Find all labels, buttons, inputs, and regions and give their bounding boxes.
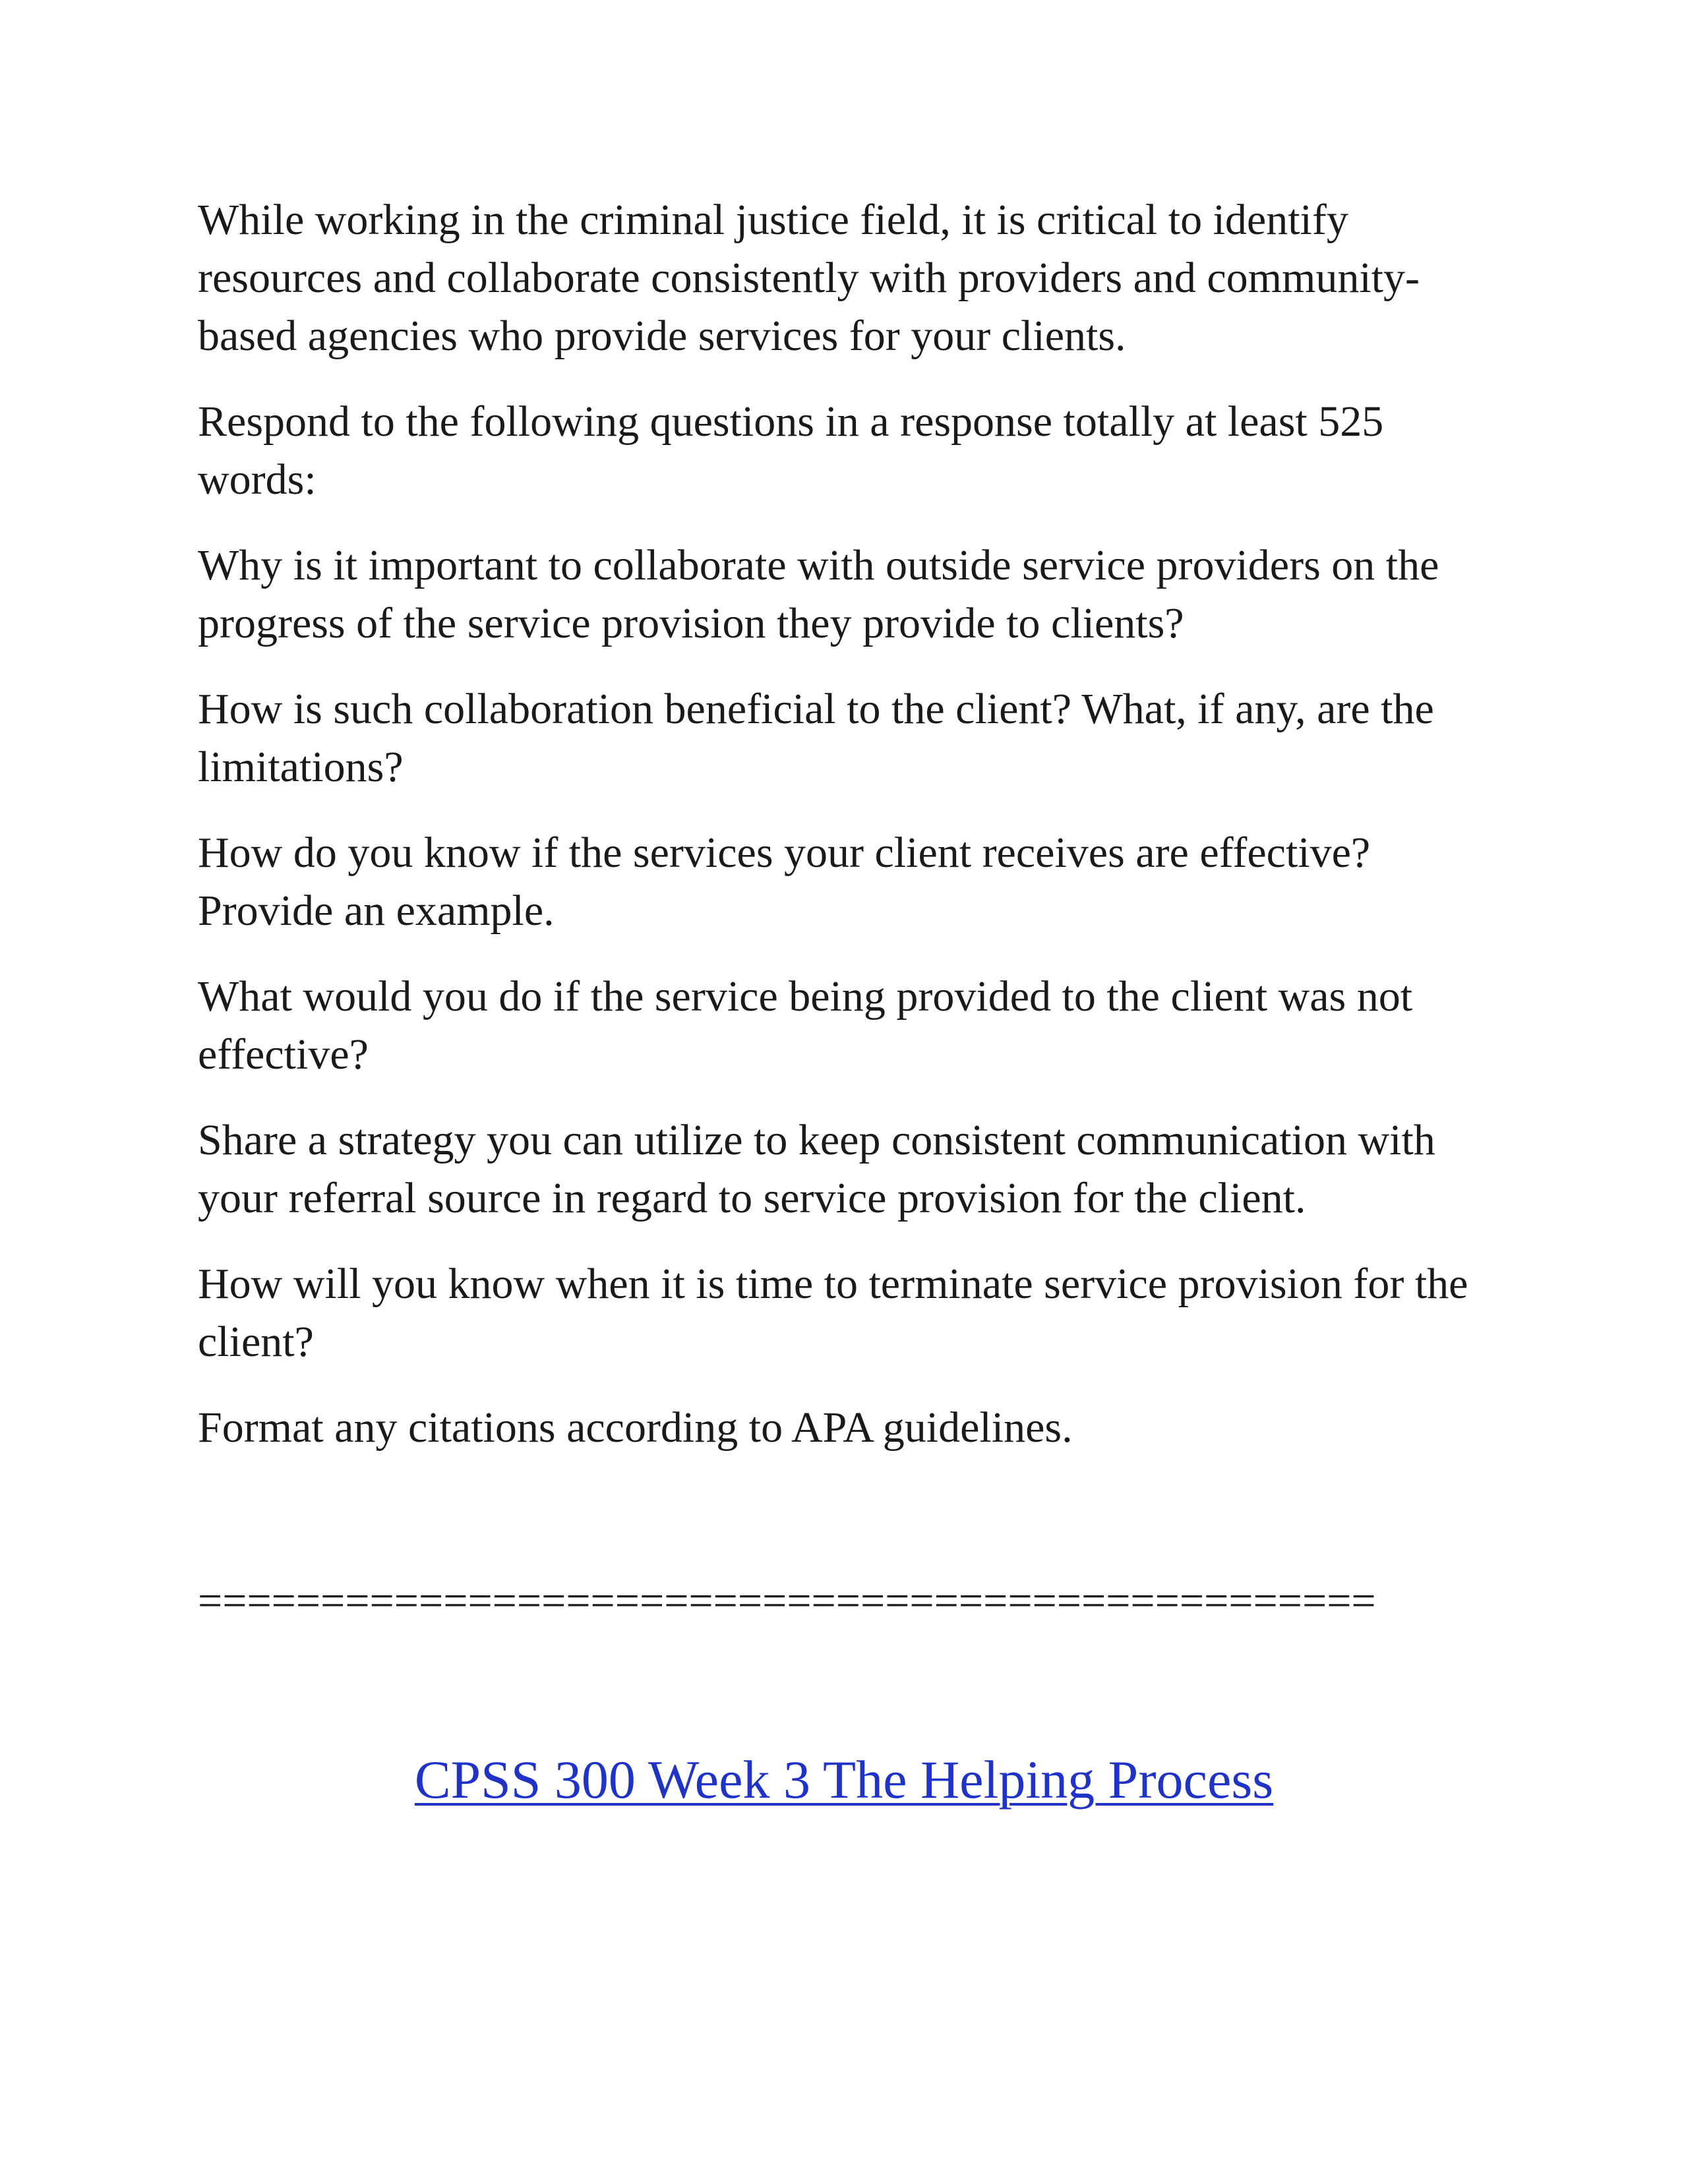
- question-ineffective-service: What would you do if the service being provided to the client was not effective?: [198, 972, 1413, 1078]
- question-collaboration-importance: Why is it important to collaborate with outside service providers on the progress of the service provision they provide to clients?: [198, 541, 1439, 647]
- course-link[interactable]: CPSS 300 Week 3 The Helping Process: [414, 1750, 1274, 1810]
- document-body: [198, 191, 1490, 1485]
- paragraph-intro: While working in the criminal justice field, it is critical to identify resources and collaborate consistently with providers and community- based agencies who provide services for your clients.: [198, 196, 1420, 360]
- paragraph-instructions: Respond to the following questions in a response totally at least 525 words:: [198, 398, 1384, 504]
- question-termination: How will you know when it is time to terminate service provision for the client?: [198, 1260, 1468, 1366]
- question-communication-strategy: Share a strategy you can utilize to keep consistent communication with your referral source in regard to service provision for the client.: [198, 1116, 1435, 1222]
- paragraph-apa-note: Format any citations according to APA guidelines.: [198, 1403, 1073, 1452]
- link-container: [0, 1747, 1688, 1813]
- question-collaboration-benefits: How is such collaboration beneficial to the client? What, if any, are the limitations?: [198, 685, 1434, 791]
- separator-line: ================================================: [198, 1577, 1376, 1625]
- question-service-effectiveness: How do you know if the services your client receives are effective? Provide an example.: [198, 829, 1371, 935]
